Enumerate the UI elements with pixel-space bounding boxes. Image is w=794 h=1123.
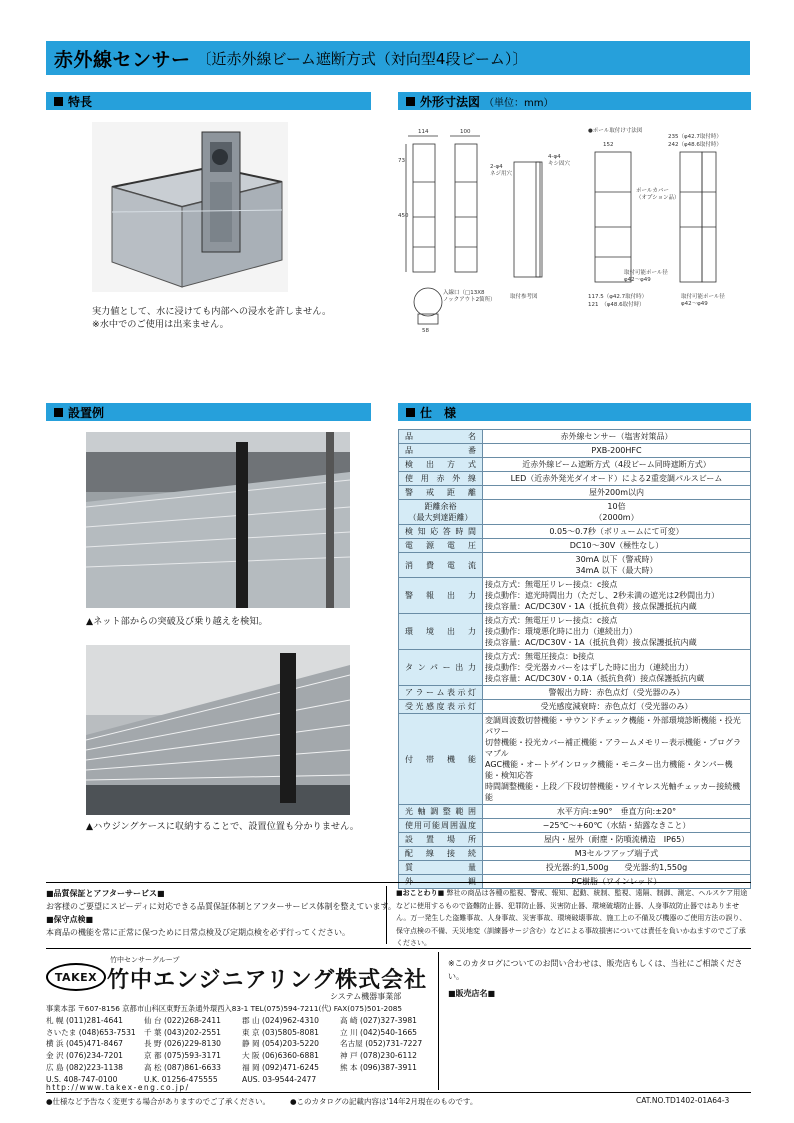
spec-row	[399, 444, 751, 458]
install-caption-1: ▲ネット部からの突破及び乗り越えを検知。	[86, 616, 268, 627]
page-subtitle: 〔近赤外線ビーム遮断方式（対向型4段ビーム）〕	[196, 49, 528, 68]
spec-value-line: 接点動作：遮光時間出力（ただし、2秒未満の遮光は2秒間出力）	[485, 591, 720, 600]
dim-450: 450	[398, 213, 409, 219]
spec-row	[399, 500, 751, 525]
spec-key: 環境出力	[399, 614, 483, 650]
office-row	[46, 1038, 438, 1050]
spec-key: 設置場所	[399, 833, 483, 847]
spec-key: 光軸調整範囲	[399, 805, 483, 819]
office-phone: U.K. 01256-475555	[144, 1074, 218, 1084]
dim-pole-dia: 取付可能ポール径 φ42～φ49	[624, 270, 668, 283]
note-mid: ●このカタログの記載内容は'14年2月現在のものです。	[290, 1097, 478, 1106]
spec-row	[399, 686, 751, 700]
spec-value-line: 受光感度減衰時：赤色点灯（受光器のみ）	[540, 702, 693, 711]
dimension-drawing-svg	[398, 122, 751, 337]
spec-value-line: DC10～30V（極性なし）	[569, 541, 664, 550]
office-phone	[340, 1074, 438, 1086]
office-phone: 高 松 (087)861-6633	[144, 1062, 221, 1072]
spec-value-line: 切替機能・投光カバー補正機能・アラームメモリー表示機能・プログラマブル	[485, 738, 741, 758]
spec-value-line: 接点方式：無電圧リレー接点：c接点	[485, 580, 618, 589]
spec-row	[399, 430, 751, 444]
dim-mount-ref: 取付参考図	[510, 294, 538, 300]
spec-key: 検知応答時間	[399, 525, 483, 539]
spec-row	[399, 578, 751, 614]
office-phone: 福 岡 (092)471-6245	[242, 1062, 319, 1072]
office-phone: 東 京 (03)5805-8081	[242, 1027, 319, 1037]
spec-value	[483, 714, 751, 805]
spec-key: 品 番	[399, 444, 483, 458]
office-row	[46, 1015, 438, 1027]
spec-value	[483, 861, 751, 875]
dim-pole-dia-2: 取付可能ポール径 φ42～φ49	[681, 294, 725, 307]
company-divider	[438, 952, 439, 1090]
section-spec-label: 仕 様	[420, 405, 457, 420]
dim-121: 121 （φ48.6取付時）	[588, 302, 645, 308]
spec-value	[483, 472, 751, 486]
install-photo-1	[86, 432, 350, 608]
office-phone: さいたま (048)653-7531	[46, 1027, 136, 1037]
spec-key: アラーム表示灯	[399, 686, 483, 700]
square-icon	[54, 97, 63, 106]
spec-value-line: 接点容量：AC/DC30V・1A（抵抗負荷）接点保護抵抗内蔵	[485, 638, 697, 647]
feature-photo	[92, 122, 288, 292]
spec-key: 品 名	[399, 430, 483, 444]
spec-value-line: 時間調整機能・上段／下段切替機能・ワイヤレス光軸チェッカー接続機能	[485, 782, 741, 802]
spec-value	[483, 819, 751, 833]
dealer-label-text: ■販売店名■	[448, 989, 496, 998]
square-icon	[406, 97, 415, 106]
footer-rule	[46, 882, 751, 883]
spec-row	[399, 458, 751, 472]
check-text: 本商品の機能を常に正常に保つために日常点検及び定期点検を必ず行ってください。	[46, 928, 350, 937]
dim-hole-2: 4-φ4 キシ固穴	[548, 154, 570, 167]
spec-row	[399, 486, 751, 500]
office-phone: 金 沢 (076)234-7201	[46, 1051, 123, 1061]
office-phone: U.S. 408-747-0100	[46, 1074, 118, 1084]
page-title: 赤外線センサー	[54, 48, 191, 71]
spec-key: 警戒距離	[399, 486, 483, 500]
office-phone: 高 崎 (027)327-3981	[340, 1016, 417, 1025]
spec-key: 配線接続	[399, 847, 483, 861]
spec-value	[483, 686, 751, 700]
office-phone: 仙 台 (022)268-2411	[144, 1016, 221, 1025]
company-name: 竹中エンジニアリング株式会社	[107, 968, 428, 993]
spec-value	[483, 578, 751, 614]
dim-73: 73	[398, 158, 405, 164]
section-dimensions	[398, 92, 751, 110]
spec-value	[483, 700, 751, 714]
dim-pole-label: ●ポール取付け寸法図	[588, 128, 643, 134]
spec-row	[399, 833, 751, 847]
spec-row	[399, 650, 751, 686]
spec-key: 受光感度表示灯	[399, 700, 483, 714]
spec-value	[483, 444, 751, 458]
office-phone: 長 野 (026)229-8130	[144, 1039, 221, 1049]
spec-key: 距離余裕 （最大到達距離）	[399, 500, 483, 525]
office-phone: 千 葉 (043)202-2551	[144, 1027, 221, 1037]
note-left: ●仕様など予告なく変更する場合がありますのでご了承ください。	[46, 1097, 271, 1106]
office-row	[46, 1062, 438, 1074]
spec-row	[399, 805, 751, 819]
section-dimensions-unit: （単位：mm）	[484, 97, 554, 109]
office-phone: 静 岡 (054)203-5220	[242, 1039, 319, 1049]
spec-key: 使用赤外線	[399, 472, 483, 486]
spec-value	[483, 650, 751, 686]
spec-key: 電源電圧	[399, 539, 483, 553]
spec-value	[483, 553, 751, 578]
spec-key: 付帯機能	[399, 714, 483, 805]
office-phone: 横 浜 (045)471-8467	[46, 1039, 123, 1049]
spec-value-line: 屋外200m以内	[588, 488, 645, 497]
install-photo-2	[86, 645, 350, 815]
dim-100: 100	[460, 129, 471, 135]
spec-key: タンパー出力	[399, 650, 483, 686]
spec-value-line: 接点容量：AC/DC30V・0.1A（抵抗負荷）接点保護抵抗内蔵	[485, 674, 705, 683]
dim-114: 114	[418, 129, 429, 135]
spec-value	[483, 847, 751, 861]
office-phone: 京 都 (075)593-3171	[144, 1051, 221, 1061]
spec-key: 消費電流	[399, 553, 483, 578]
spec-value	[483, 539, 751, 553]
qa-head	[46, 887, 165, 900]
notice	[396, 887, 751, 950]
section-features	[46, 92, 371, 110]
notice-head: ■おことわり■	[396, 889, 445, 897]
spec-key: 質 量	[399, 861, 483, 875]
spec-value	[483, 525, 751, 539]
dimension-drawing	[398, 122, 751, 337]
square-icon	[54, 408, 63, 417]
office-row	[46, 1050, 438, 1062]
spec-key: 警報出力	[399, 578, 483, 614]
square-icon	[406, 408, 415, 417]
dim-242: 242（φ48.6取付時）	[668, 142, 722, 148]
section-dimensions-label: 外形寸法図	[420, 94, 481, 109]
spec-value-line: 34mA 以下（最大時）	[575, 566, 658, 575]
spec-value	[483, 500, 751, 525]
spec-value-line: 10倍	[607, 502, 626, 511]
dim-hole: 2-φ4 ネジ用穴	[490, 164, 513, 177]
spec-value-line: 接点方式：無電圧リレー接点：c接点	[485, 616, 618, 625]
catalog-number: CAT.NO.TD1402-01A64-3	[636, 1096, 730, 1105]
spec-value-line: 近赤外線ビーム遮断方式（4段ビーム同時遮断方式）	[522, 460, 711, 469]
dim-58: 58	[422, 328, 429, 334]
spec-value-line: PXB-200HFC	[591, 446, 642, 455]
spec-value-line: −25℃～+60℃（水結・結露なきこと）	[542, 821, 691, 830]
spec-value	[483, 458, 751, 472]
qa-head-text: ■品質保証とアフターサービス■	[46, 889, 165, 898]
spec-value	[483, 430, 751, 444]
dim-pole-cover: ポールカバー（オプション品）	[636, 188, 680, 201]
spec-row	[399, 614, 751, 650]
spec-value-line: 変調周波数切替機能・サウンドチェック機能・外部環境診断機能・投光パワー	[485, 716, 741, 736]
spec-value-line: 屋内・屋外（耐塵・防噴流構造 IP65）	[543, 835, 690, 844]
spec-value-line: 0.05～0.7秒（ボリュームにて可変）	[549, 527, 684, 536]
office-phone: 大 阪 (06)6360-6881	[242, 1051, 319, 1061]
spec-row	[399, 700, 751, 714]
office-phone: 神 戸 (078)230-6112	[340, 1051, 417, 1061]
qa-text: お客様のご要望にスピーディに対応できる品質保証体制とアフターサービス体制を整えています。	[46, 902, 396, 911]
check-head	[46, 913, 93, 926]
spec-value-line: AGC機能・オートゲインロック機能・モニター出力機能・タンパー機能・検知応答	[485, 760, 733, 780]
dim-235: 235（φ42.7取付時）	[668, 134, 722, 140]
spec-row	[399, 553, 751, 578]
footer-divider	[386, 886, 387, 944]
spec-row	[399, 472, 751, 486]
spec-value-line: 投光器:約1,500g 受光器:約1,550g	[545, 863, 688, 872]
install-caption-2: ▲ハウジングケースに収納することで、設置位置も分かりません。	[86, 821, 359, 832]
spec-row	[399, 525, 751, 539]
spec-key: 使用可能周囲温度	[399, 819, 483, 833]
spec-value	[483, 614, 751, 650]
office-phone: AUS. 03-9544-2477	[242, 1074, 317, 1084]
dim-inlet: 入線口（□13X8 ノックアウト2箇所）	[443, 290, 496, 303]
section-spec	[398, 403, 751, 421]
spec-value-line: 接点動作：受光器カバーをはずした時に出力（連続出力）	[485, 663, 693, 672]
notice-text: 弊社の商品は各種の監視、警戒、報知、起動、統制、監視、遠隔、制御、測定、ヘルスケア用途などに使用するもので盗難防止器、犯罪防止器、災害防止器、環境破壊防止器、人身事故防止器ではありません。万一発生した盗難事故、人身事故、災害事故、環境破壊事故、施工上の不備及び機器のご使用方法の誤り、保守点検の不備、天災地変（訓練器サージ含む）などによる事故損害については責任を負いかねますのでご了承ください。	[396, 889, 748, 947]
spec-value-line: M3セルフアップ端子式	[574, 849, 659, 858]
feature-caption-1: 実力値として、水に浸けても内部への浸水を許しません。	[92, 306, 332, 317]
check-head-text: ■保守点検■	[46, 915, 94, 924]
office-row	[46, 1027, 438, 1039]
spec-value-line: LED（近赤外発光ダイオード）による2重変調パルスビーム	[510, 474, 723, 483]
takex-logo: TAKEX	[46, 963, 106, 991]
office-phone: 広 島 (082)223-1138	[46, 1062, 123, 1072]
footer-rule-2	[46, 948, 751, 949]
office-phone: 立 川 (042)540-1665	[340, 1027, 417, 1037]
spec-value-line: 接点動作：環境悪化時に出力（連続出力）	[485, 627, 637, 636]
dealer-label	[448, 987, 495, 1000]
spec-value-line: 水平方向:±90° 垂直方向:±20°	[556, 807, 677, 816]
website-link[interactable]: http://www.takex-eng.co.jp/	[46, 1083, 190, 1092]
spec-value-line: 接点方式：無電圧接点：b接点	[485, 652, 595, 661]
feature-caption-2: ※水中でのご使用は出来ません。	[92, 319, 229, 330]
spec-value-line: （2000m）	[594, 513, 639, 522]
spec-value-line: 警報出力時：赤色点灯（受光器のみ）	[548, 688, 685, 697]
spec-table	[398, 429, 751, 889]
spec-row	[399, 539, 751, 553]
spec-key: 検出方式	[399, 458, 483, 472]
office-phone: 郡 山 (024)962-4310	[242, 1016, 319, 1025]
spec-value-line: 30mA 以下（警戒時）	[575, 555, 658, 564]
section-features-label: 特長	[68, 94, 93, 109]
office-list	[46, 1015, 438, 1085]
section-install-label: 設置例	[68, 405, 105, 420]
company-group: 竹中センサーグループ	[110, 956, 180, 964]
spec-row	[399, 714, 751, 805]
spec-row	[399, 847, 751, 861]
office-phone: 熊 本 (096)387-3911	[340, 1062, 417, 1072]
spec-value	[483, 805, 751, 819]
spec-row	[399, 819, 751, 833]
spec-row	[399, 861, 751, 875]
spec-value-line: 赤外線センサー（塩害対策品）	[560, 432, 673, 441]
spec-value	[483, 833, 751, 847]
company-division: システム機器事業部	[330, 992, 402, 1001]
dim-152: 152	[603, 142, 614, 148]
footer-rule-3	[46, 1092, 751, 1093]
spec-value-line: 接点容量：AC/DC30V・1A（抵抗負荷）接点保護抵抗内蔵	[485, 602, 697, 611]
office-phone: 札 幌 (011)281-4641	[46, 1016, 123, 1025]
spec-value	[483, 486, 751, 500]
title-bar	[46, 41, 750, 75]
inquiry-text: ※このカタログについてのお問い合わせは、販売店もしくは、当社にご相談ください。	[448, 959, 743, 981]
office-phone: 名古屋 (052)731-7227	[340, 1039, 423, 1049]
dim-1175: 117.5（φ42.7取付時）	[588, 294, 648, 300]
hq-address: 事業本部 〒607-8156 京都市山科区東野五条通外環西入83-1 TEL(075)594-7211(代) FAX(075)501-2085	[46, 1004, 403, 1013]
section-install	[46, 403, 371, 421]
